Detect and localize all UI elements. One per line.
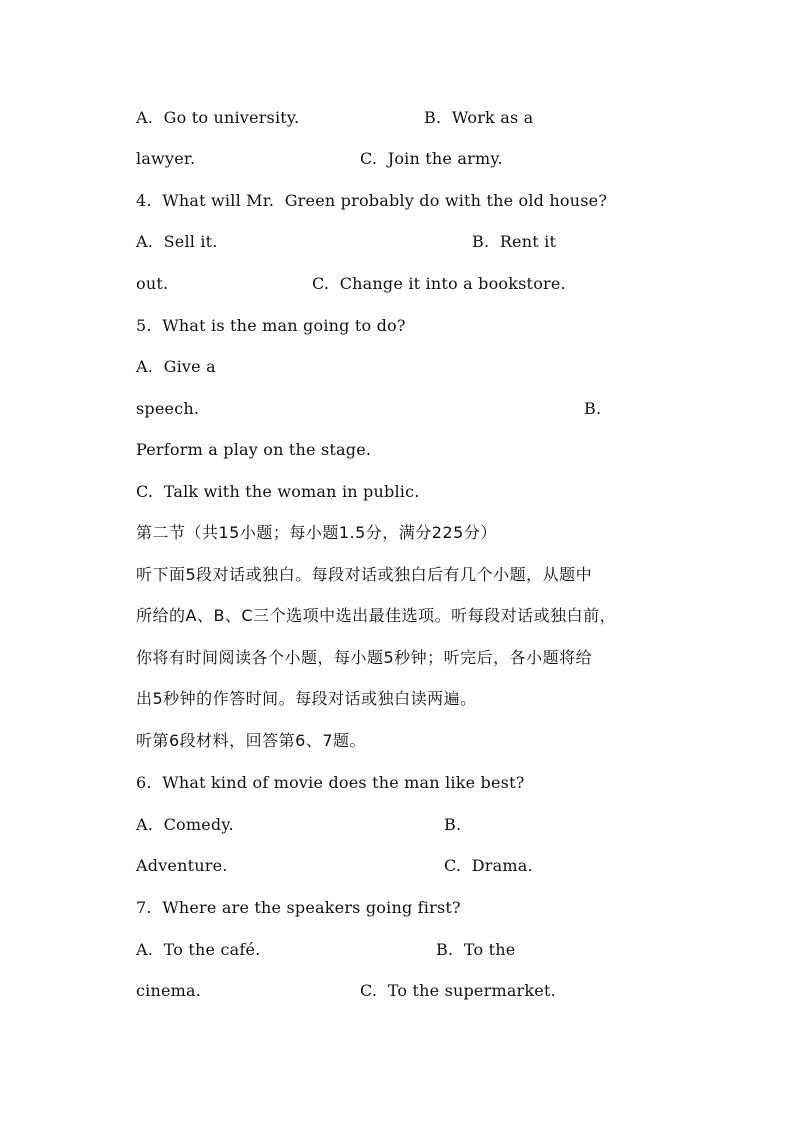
q6-option-b-label: B. [444,815,462,834]
q4-question: 4. What will Mr. Green probably do with the old house? [136,191,608,210]
q7-option-c: C. To the supermarket. [360,981,556,1000]
q6-option-b-text: Adventure. [136,856,228,875]
q3-option-c: C. Join the army. [360,149,503,168]
q7-option-b-part2: cinema. [136,981,202,1000]
q5-option-a-part1: A. Give a [136,357,216,376]
section2-instruction-line: 所给的A、B、C三个选项中选出最佳选项。听每段对话或独白前， [136,606,617,625]
q4-option-b-part2: out. [136,274,169,293]
q7-option-b-part1: B. To the [436,940,516,959]
q4-option-b-part1: B. Rent it [472,232,557,251]
q4-option-a: A. Sell it. [136,232,218,251]
q6-option-a: A. Comedy. [136,815,234,834]
q3-option-b-part2: lawyer. [136,149,196,168]
q5-option-b-label: B. [584,399,602,418]
q7-option-a: A. To the café. [136,940,261,959]
q6-question: 6. What kind of movie does the man like best? [136,773,525,792]
q5-question: 5. What is the man going to do? [136,316,406,335]
section2-instruction-line: 听下面5段对话或独白。每段对话或独白后有几个小题，从题中 [136,565,593,584]
q5-option-b-text: Perform a play on the stage. [136,440,372,459]
q5-option-a-part2: speech. [136,399,200,418]
q4-option-c: C. Change it into a bookstore. [312,274,566,293]
section2-instruction-line: 出5秒钟的作答时间。每段对话或独白读两遍。 [136,689,477,708]
q5-option-c: C. Talk with the woman in public. [136,482,420,501]
section2-instruction-line: 你将有时间阅读各个小题，每小题5秒钟；听完后，各小题将给 [136,648,593,667]
q3-option-a: A. Go to university. [136,108,300,127]
q7-question: 7. Where are the speakers going first? [136,898,461,917]
q6-option-c: C. Drama. [444,856,533,875]
section2-heading: 第二节（共15小题；每小题1.5分，满分225分） [136,523,497,542]
q3-option-b-part1: B. Work as a [424,108,534,127]
material-intro: 听第6段材料，回答第6、7题。 [136,731,367,750]
